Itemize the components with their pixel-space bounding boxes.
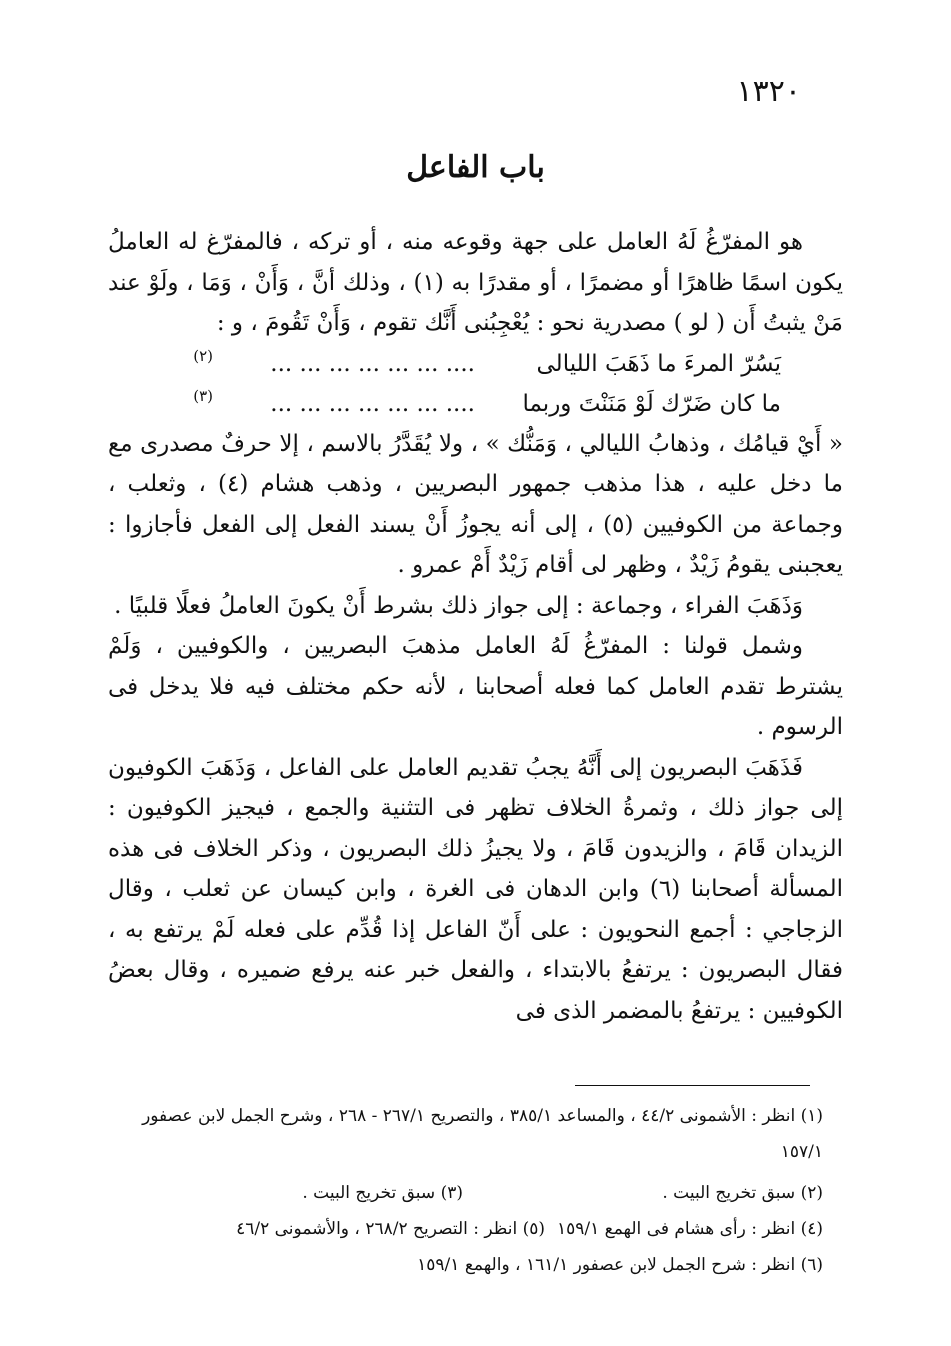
paragraph-2: « أَيْ قيامُك ، وذهابُ الليالي ، وَمَنُّك » ، ولا يُقَدَّرُ بالاسم ، إلا حرفٌ مصدرى مع ما دخل عليه ، هذا مذهب جمهور البصريين ، وذهب هشام (٤) ، وثعلب ، وجماعة من الكوفيين (٥) ، إلى أنه يجوزُ أَنْ يسند الفعل إلى الفعل فأجازوا : يعجبنى يقومُ زَيْدٌ ، وظهر لى أقام زَيْدٌ أَمْ عمرو . [108, 430, 843, 578]
verse-1-footnote-ref: (٢) [193, 346, 213, 365]
footnote-2: (٢) سبق تخريج البيت . [662, 1183, 823, 1203]
footnote-3: (٣) سبق تخريج البيت . [302, 1183, 463, 1203]
footnotes [108, 1098, 843, 1284]
footnote-row-6 [108, 1248, 843, 1284]
verse-2-first-hemistich: ما كان ضَرّك لَوْ مَنَنْتَ وربما [522, 390, 781, 417]
paragraph-3: وَذَهَبَ الفراء ، وجماعة : إلى جواز ذلك بشرط أَنْ يكونَ العاملُ فعلًا قلبيًا . [114, 592, 803, 619]
footnote-6: (٦) انظر : شرح الجمل لابن عصفور ١٦١/١ ، والهمع ١٥٩/١ [417, 1255, 823, 1275]
verse-2-second-hemistich: .... ... ... ... ... ... ... [270, 390, 475, 417]
paragraph-5: فَذَهَبَ البصريون إلى أَنَّهُ يجبُ تقديم العامل على الفاعل ، وَذَهَبَ الكوفيون إلى جواز ذلك ، وثمرةُ الخلاف تظهر فى التثنية والجمع ، فيجيز الكوفيون : الزيدان قَامَ ، والزيدون قَامَ ، ولا يجيزُ ذلك البصريون ، وذكر الخلاف فى هذه المسألة أصحابنا (٦) وابن الدهان فى الغرة ، وابن كيسان عن ثعلب ، وقال الزجاجي : أجمع النحويون : على أَنّ الفاعل إذا قُدِّم على فعله لَمْ يرتفع به ، فقال البصريون : يرتفعُ بالابتداء ، والفعل خبر عنه يرفع ضميره ، وقال بعضُ الكوفيين : يرتفعُ بالمضمر الذى فى [108, 754, 843, 1024]
footnote-1: (١) انظر : الأشمونى ٤٤/٢ ، والمساعد ٣٨٥/١ ، والتصريح ٢٦٧/١ - ٢٦٨ ، وشرح الجمل لابن عصفور ١٥٧/١ [142, 1106, 823, 1162]
paragraph-1: هو المفرّغُ لَهُ العامل على جهة وقوعه منه ، أو تركه ، فالمفرّغ له العاملُ يكون اسمًا ظاهرًا أو مضمرًا ، أو مقدرًا به (١) ، وذلك أنَّ ، وَأَنْ ، وَمَا ، ولَوْ عند مَنْ يثبتُ أَن ( لو ) مصدرية نحو : يُعْجِبُنى أَنَّك تقوم ، وَأَنْ تَقُومَ ، و : [108, 229, 843, 336]
footnote-4: (٤) انظر : رأى هشام فى الهمع ١٥٩/١ [557, 1219, 823, 1239]
verse-2-footnote-ref: (٣) [193, 386, 213, 405]
footnote-row-4-5 [108, 1212, 843, 1248]
footnote-separator [575, 1085, 810, 1086]
chapter-title: باب الفاعل [406, 150, 545, 185]
page-number: ١٣٢٠ [736, 74, 801, 109]
paragraph-4: وشمل قولنا : المفرّغُ لَهُ العامل مذهبَ البصريين ، والكوفيين ، وَلَمْ يشترط تقدم العامل كما فعله أصحابنا ، لأنه حكم مختلف فيه فلا يدخل فى الرسوم . [108, 633, 843, 740]
body-text [108, 222, 843, 1031]
footnote-5: (٥) انظر : التصريح ٢٦٨/٢ ، والأشمونى ٤٦/٢ [236, 1219, 545, 1239]
footnote-row-2-3 [108, 1176, 843, 1212]
verse-1 [108, 344, 843, 384]
verse-1-first-hemistich: يَسُرّ المرءَ ما ذَهَبَ الليالى [536, 350, 781, 377]
verse-1-second-hemistich: .... ... ... ... ... ... ... [270, 350, 475, 377]
verse-2 [108, 384, 843, 424]
